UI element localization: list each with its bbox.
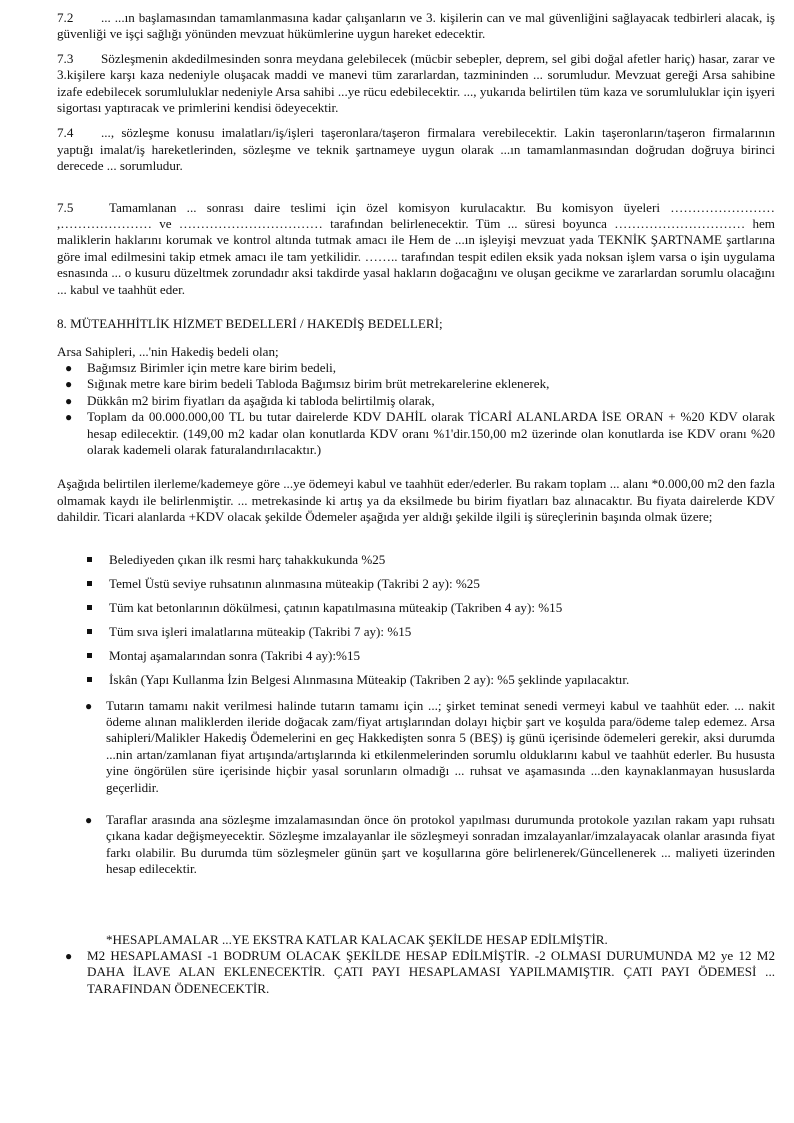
list-item: ● Bağımsız Birimler için metre kare birim bedeli, bbox=[65, 359, 337, 375]
list-item: ● Taraflar arasında ana sözleşme imzalamasından önce ön protokol yapılması durumunda protokole yazılan rakam yapı ruhsatı çıkana kadar değişmeyecektir. Sözleşme imzalayanlar ile sözleşmeyi sonradan imzalayanlar/imzalayacak olanlar arasında fiyat farkı olabilir. Bu durumda tüm sözleşmeler günün şart ve koşullarına göre belirlenerek/Güncellenerek ... maliyeti üzerinden hesap edilecektir. bbox=[85, 812, 775, 877]
clause-number: 7.4 bbox=[57, 125, 74, 141]
clause-number: 7.2 bbox=[57, 10, 74, 25]
square-bullet-icon bbox=[87, 677, 92, 682]
list-item: ● M2 HESAPLAMASI -1 BODRUM OLACAK ŞEKİLDE HESAP EDİLMİŞTİR. -2 OLMASI DURUMUNDA M2 ye 12 M2 DAHA İLAVE ALAN EKLENECEKTİR. ÇATI PAYI HESAPLAMASI YAPILMAMIŞTIR. ÇATI PAYI ÖDEMESİ ... TARAFINDAN ÖDENECEKTİR. bbox=[65, 948, 775, 996]
square-bullet-icon bbox=[87, 653, 92, 658]
square-bullet-icon bbox=[87, 581, 92, 586]
clause-7-5 bbox=[57, 200, 775, 298]
square-bullet-icon bbox=[87, 557, 92, 562]
list-item: ● Dükkân m2 birim fiyatları da aşağıda ki tabloda belirtilmiş olarak, bbox=[65, 392, 435, 408]
notes-list bbox=[57, 698, 775, 878]
bullet-icon: ● bbox=[65, 377, 73, 392]
payment-stages bbox=[57, 548, 775, 692]
clause-text: Sözleşmenin akdedilmesinden sonra meydana gelebilecek (mücbir sebepler, deprem, sel gibi doğal afetler hariç) hasar, zarar ve 3.kişilere karşı kaza nedeniyle oluşacak maddi ve manevi tüm zararlardan, tazmininden ... sorumludur. Mevzuat gereği Arsa sahibine izafe edebilecek sorumluluklar nedeniyle Arsa sahibi ...ye rücu edebilecektir. ..., yukarıda belirtilen tüm kaza ve sorumluluklar için işyeri sigortası yaptıracak ve primlerini kendisi ödeyecektir. bbox=[57, 50, 775, 116]
stage-item: Tüm sıva işleri imalatlarına müteakip (Takribi 7 ay): %15 bbox=[57, 620, 775, 644]
section-8-heading: 8. MÜTEAHHİTLİK HİZMET BEDELLERİ / HAKEDİŞ BEDELLERİ; bbox=[57, 316, 443, 332]
calculation-list bbox=[57, 948, 775, 997]
clause-number: 7.5 bbox=[57, 199, 74, 215]
clause-7-3 bbox=[57, 51, 775, 117]
bullet-icon: ● bbox=[85, 813, 93, 827]
bullet-icon: ● bbox=[85, 698, 93, 713]
bullet-icon: ● bbox=[65, 949, 73, 964]
clause-7-4 bbox=[57, 125, 775, 174]
clause-7-2 bbox=[57, 10, 775, 43]
stage-item: Belediyeden çıkan ilk resmi harç tahakkukunda %25 bbox=[57, 548, 775, 572]
calculation-note: *HESAPLAMALAR ...YE EKSTRA KATLAR KALACAK ŞEKİLDE HESAP EDİLMİŞTİR. bbox=[106, 931, 608, 947]
clause-text: Tamamlanan ... sonrası daire teslimi için özel komisyon kurulacaktır. Bu komisyon üyeleri …………………… ,………………… ve …………………………… tarafından belirlenecektir. Tüm ... süresi boyunca ………………………… hem maliklerin haklarını korumak ve kontrol altında tutmak amacı ile Hem de ...ın işleyişi mevzuat yada TEKNİK ŞARTNAME şartlarına göre imal edilmesini takip etmek amacı ile tam yetkilidir. …….. tarafından tespit edilen eksik yada noksan işlem varsa o işin uygulama esnasında ... o kusuru düzeltmek zorundadır aksi takdirde yasal hakların doğacağını ve oluşan gecikme ve zararlardan sorumlu olacağını ... kabul ve taahhüt eder. bbox=[57, 199, 775, 297]
stage-item: Montaj aşamalarından sonra (Takribi 4 ay):%15 bbox=[57, 644, 775, 668]
clause-text: ..., sözleşme konusu imalatları/iş/işleri taşeronlara/taşeron firmalara verebilecektir. Lakin taşeronların/taşeron firmalarının yaptığı imalat/iş hareketlerinden, sözleşme ve teknik şartnameye uygun olarak ...ın tamamlanmasından doğrudan doğruya birinci derecede ... sorumludur. bbox=[57, 125, 775, 174]
list-item: ● Tutarın tamamı nakit verilmesi halinde tutarın tamamı için ...; şirket teminat senedi vermeyi kabul ve taahhüt eder. ... nakit ödeme alınan maliklerden ileride doğacak zam/fiyat artışlarından dolayı hiçbir şart ve koşulda para/ödeme talep edemez. Arsa sahipleri/Malikler Hakediş Ödemelerini en geç Hakkedişten sonra 5 (BEŞ) iş günü içerisinde ödemeleri gerekir, aksi durumda ...nin artan/zamlanan fiyat artışında/artışlarında ki etkilenmelerinden sorumlu olduklarını kabul ve taahhüt ederler. Bu hususta yine öngörülen süre içerisinde hiçbir yasal sorunların olmadığı ... ruhsat ve aşamasında ...den kaynaklanmayan hususlarda geçerlidir. bbox=[85, 697, 775, 795]
fee-list bbox=[57, 360, 775, 458]
section-8-intro: Arsa Sahipleri, ...'nin Hakediş bedeli olan; bbox=[57, 343, 279, 359]
bullet-icon: ● bbox=[65, 393, 73, 408]
payment-paragraph: Aşağıda belirtilen ilerleme/kademeye göre ...ye ödemeyi kabul ve taahhüt eder/ederler. Bu rakam toplam ... alanı *0.000,00 m2 den fazla olmamak kaydı ile belirlenmiştir. ... metrekasinde ki artış ya da eksilmede bu birim fiyatları baz alınacaktır. Bu fiyata dairelerde KDV dahildir. Ticari alanlarda +KDV olacak şekilde Ödemeler aşağıda yer aldığı şekilde ilgili iş süreçlerinin başında olmak üzere; bbox=[57, 476, 775, 525]
bullet-icon: ● bbox=[65, 360, 73, 375]
document-page bbox=[57, 10, 775, 997]
square-bullet-icon bbox=[87, 629, 92, 634]
clause-number: 7.3 bbox=[57, 50, 74, 66]
bullet-icon: ● bbox=[65, 410, 73, 425]
square-bullet-icon bbox=[87, 605, 92, 610]
list-item: ● Toplam da 00.000.000,00 TL bu tutar dairelerde KDV DAHİL olarak TİCARİ ALANLARDA İSE ORAN + %20 KDV olarak hesap edilecektir. (149,00 m2 kadar olan konutlarda KDV oranı %1'dir.150,00 m2 üzerinde olan konutlarda ise KDV oranı %20 olarak kademeli olarak faturalandırılacaktır.) bbox=[65, 409, 775, 457]
stage-item: Temel Üstü seviye ruhsatının alınmasına müteakip (Takribi 2 ay): %25 bbox=[57, 572, 775, 596]
stage-item: Tüm kat betonlarının dökülmesi, çatının kapatılmasına müteakip (Takriben 4 ay): %15 bbox=[57, 596, 775, 620]
clause-text: ... ...ın başlamasından tamamlanmasına kadar çalışanların ve 3. kişilerin can ve mal güvenliğini sağlayacak tedbirleri alacak, iş güvenliği ve işçi sağlığı yönünden mevzuat hükümlerine uygun hareket edecektir. bbox=[57, 10, 775, 42]
stage-item: İskân (Yapı Kullanma İzin Belgesi Alınmasına Müteakip (Takriben 2 ay): %5 şeklinde yapılacaktır. bbox=[57, 668, 775, 692]
list-item: ● Sığınak metre kare birim bedeli Tabloda Bağımsız birim brüt metrekarelerine eklenerek, bbox=[65, 376, 550, 392]
